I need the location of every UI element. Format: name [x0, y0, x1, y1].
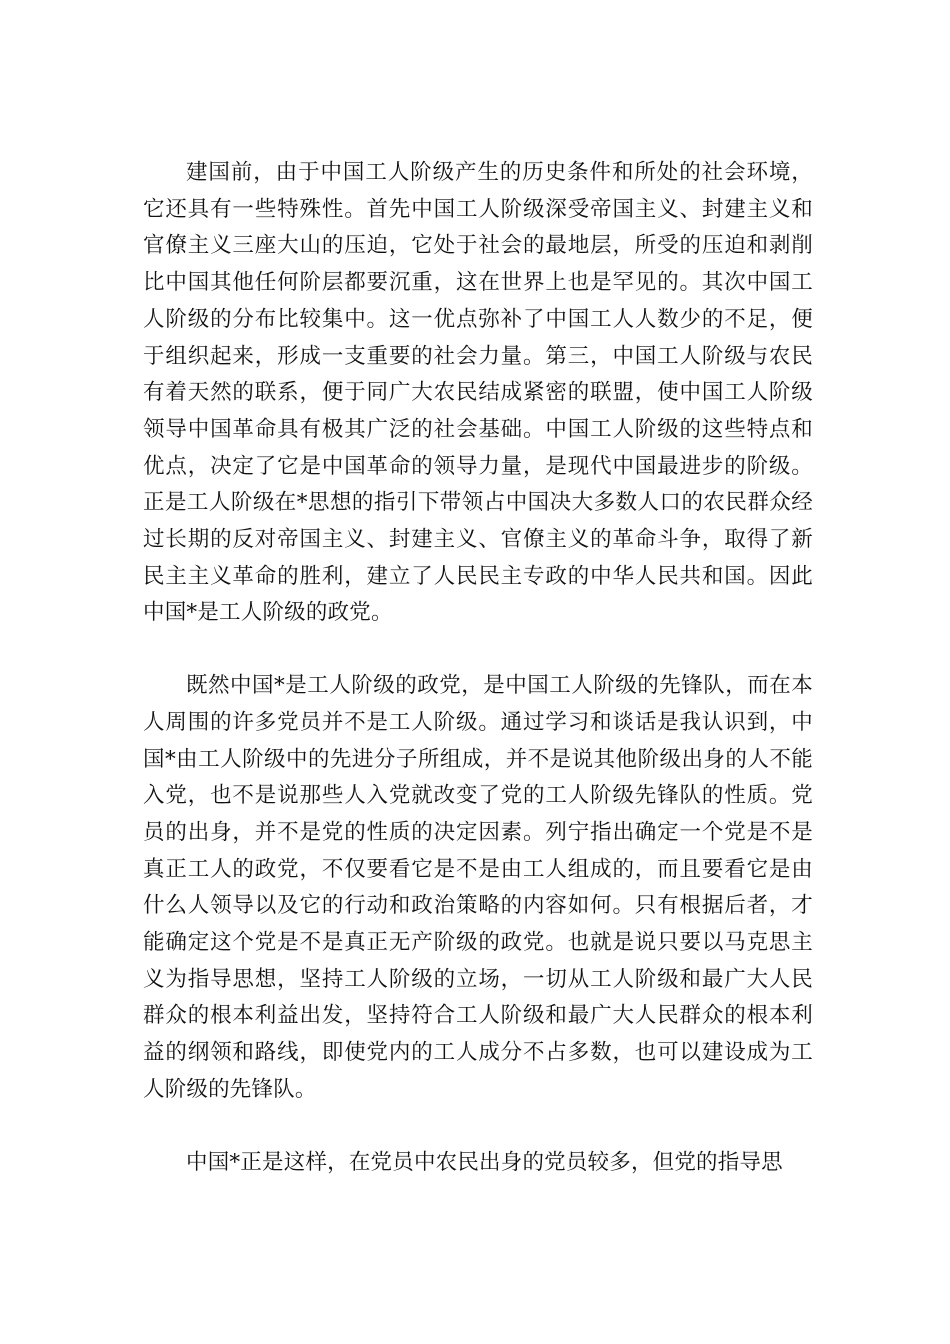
paragraph-party-vanguard: 既然中国*是工人阶级的政党，是中国工人阶级的先锋队，而在本人周围的许多党员并不是工人阶级。通过学习和谈话是我认识到，中国*由工人阶级中的先进分子所组成，并不是说其他阶级出身的人不能入党，也不是说那些人入党就改变了党的工人阶级先锋队的性质。党员的出身，并不是党的性质的决定因素。列宁指出确定一个党是不是真正工人的政党，不仅要看它是不是由工人组成的，而且要看它是由什么人领导以及它的行动和政治策略的内容如何。只有根据后者，才能确定这个党是不是真正无产阶级的政党。也就是说只要以马克思主义为指导思想，坚持工人阶级的立场，一切从工人阶级和最广大人民群众的根本利益出发，坚持符合工人阶级和最广大人民群众的根本利益的纲领和路线，即使党内的工人成分不占多数，也可以建设成为工人阶级的先锋队。: [143, 673, 813, 1102]
paragraph-party-composition: 中国*正是这样，在党员中农民出身的党员较多，但党的指导思: [186, 1149, 783, 1175]
paragraph-workers-class-history: 建国前，由于中国工人阶级产生的历史条件和所处的社会环境，它还具有一些特殊性。首先中国工人阶级深受帝国主义、封建主义和官僚主义三座大山的压迫，它处于社会的最地层，所受的压迫和剥削比中国其他任何阶层都要沉重，这在世界上也是罕见的。其次中国工人阶级的分布比较集中。这一优点弥补了中国工人人数少的不足，便于组织起来，形成一支重要的社会力量。第三，中国工人阶级与农民有着天然的联系，便于同广大农民结成紧密的联盟，使中国工人阶级领导中国革命具有极其广泛的社会基础。中国工人阶级的这些特点和优点，决定了它是中国革命的领导力量，是现代中国最进步的阶级。正是工人阶级在*思想的指引下带领占中国决大多数人口的农民群众经过长期的反对帝国主义、封建主义、官僚主义的革命斗争，取得了新民主主义革命的胜利，建立了人民民主专政的中华人民共和国。因此中国*是工人阶级的政党。: [143, 160, 813, 626]
document-page: [143, 155, 813, 1181]
